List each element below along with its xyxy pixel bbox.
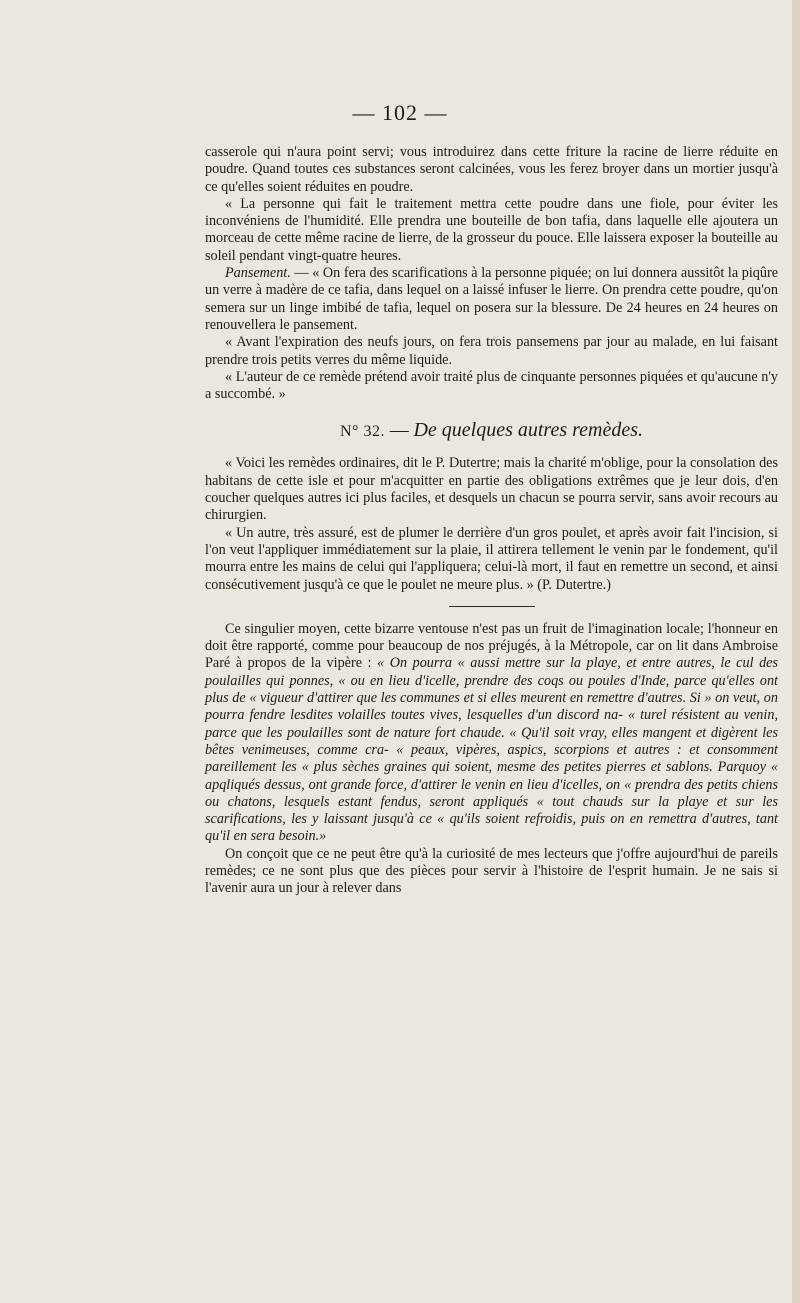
paragraph: On conçoit que ce ne peut être qu'à la curiosité de mes lecteurs que j'offre aujourd'hui de pareils remèdes; ce ne sont plus que des pièces pour servir à l'histoire de l'esprit humain. Je ne sais si l'avenir aura un jour à relever dans	[205, 845, 778, 897]
paragraph: « La personne qui fait le traitement mettra cette poudre dans une fiole, pour éviter les inconvéniens de l'humidité. Elle prendra une bouteille de bon tafia, dans laquelle elle ajoutera un morceau de cette même racine de lierre, de la grosseur du pouce. Elle laissera exposer la bouteille au soleil pendant vingt-quatre heures.	[205, 195, 778, 264]
section-dash: —	[384, 420, 414, 442]
scan-edge	[792, 0, 800, 1303]
page-number: — 102 —	[352, 100, 448, 125]
quote-intro: Ce singulier moyen, cette bizarre ventouse n'est pas un fruit de l'imagination locale; l'honneur en doit être rapporté, comme pour beaucoup de nos préjugés, à la Métropole, car on lit dans Ambroise Paré à propos de la vipère :	[205, 620, 778, 672]
paragraph: « Voici les remèdes ordinaires, dit le P. Dutertre; mais la charité m'oblige, pour la consolation des habitans de cette isle et pour m'acquitter en partie des obligations extrêmes que je leur dois, d'en coucher quelques autres ici plus faciles, et desquels un chacun se pourra servir, sans avoir recours au chirurgien.	[205, 455, 778, 524]
section-title: De quelques autres remèdes.	[413, 419, 644, 442]
paragraph-quote	[205, 621, 778, 846]
quote-pare: « On pourra « aussi mettre sur la playe, et entre autres, le cul des poulailles qui ponnes, « ou en lieu d'icelle, prendre des coqs ou poules d'Inde, parce qu'elles ont plus de « vigueur d'attirer que les communes et si elles meurent en remettre d'autres. Si » on veut, on pourra fendre lesdites volailles toutes vives, lesquelles d'un discord na- « turel résistent au venin, parce que les poulailles sont de nature fort chaude. « Qu'il soit vray, elles mangent et digèrent les bêtes venimeuses, comme cra- « peaux, vipères, aspics, scorpions et autres : et consomment pareillement les « plus sèches graines qui soient, mesme des petites pierres et sablons. Parquoy « apqliqués dessus, ont grande force, d'attirer le venin en lieu d'icelles, on « prendra des petits chiens ou chatons, lesquels estant fendus, seront appliqués « tout chauds sur la playe et sur les scarifications, les y laissant jusqu'à ce « qu'ils soient refroidis, puis on en remettra d'autres, tant qu'il en sera besoin.»	[205, 655, 778, 845]
section-number: N° 32.	[339, 423, 385, 441]
body-text	[205, 144, 778, 898]
paragraph: « Avant l'expiration des neufs jours, on fera trois pansemens par jour au malade, en lui faisant prendre trois petits verres du même liquide.	[205, 334, 778, 368]
pansement-text: — « On fera des scarifications à la personne piquée; on lui donnera aussitôt la piqûre un verre à madère de ce tafia, dans lequel on a laissé infuser le lierre. On prendra cette poudre, qu'on semera sur un linge imbibé de tafia, lequel on posera sur la blessure. De 24 heures en 24 heures on renouvellera le pansement.	[205, 265, 778, 333]
section-heading	[205, 419, 778, 443]
paragraph: « L'auteur de ce remède prétend avoir traité plus de cinquante personnes piquées et qu'aucune n'y a succombé. »	[205, 368, 778, 403]
section-divider	[449, 606, 535, 607]
paragraph-continuation: casserole qui n'aura point servi; vous introduirez dans cette friture la racine de lierre réduite en poudre. Quand toutes ces substances seront calcinées, vous les ferez broyer dans un mortier jusqu'à ce qu'elles soient réduites en poudre.	[205, 144, 778, 195]
paragraph-pansement	[205, 265, 778, 334]
pansement-label: Pansement.	[225, 265, 291, 282]
paragraph: « Un autre, très assuré, est de plumer le derrière d'un gros poulet, et après avoir fait l'incision, si l'on veut l'appliquer immédiatement sur la plaie, il attirera tellement le venin par le fondement, qu'il mourra entre les mains de celui qui l'appliquera; celui-là mort, il faut en remettre un second, et ainsi consécutivement jusqu'à ce que le poulet ne meure plus. » (P. Dutertre.)	[205, 524, 778, 593]
